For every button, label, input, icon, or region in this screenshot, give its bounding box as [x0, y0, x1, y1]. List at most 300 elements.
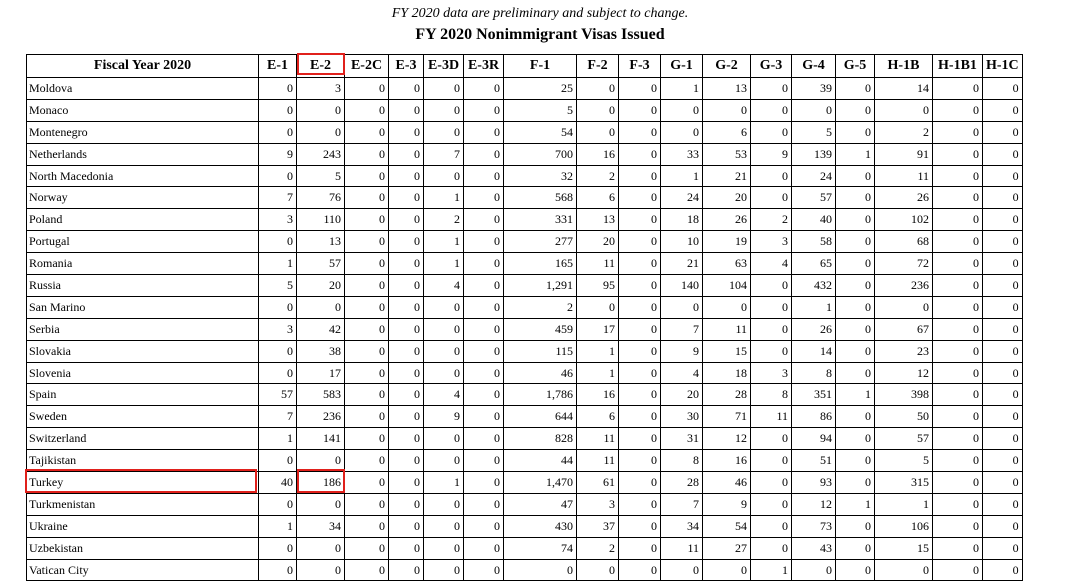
value-cell: 8 [751, 384, 792, 406]
value-cell: 40 [259, 472, 297, 494]
country-cell: Romania [27, 253, 259, 275]
value-cell: 140 [661, 275, 703, 297]
value-cell: 0 [792, 99, 836, 121]
value-cell: 0 [389, 275, 424, 297]
value-cell: 0 [933, 165, 983, 187]
value-cell: 0 [464, 428, 504, 450]
value-cell: 34 [661, 515, 703, 537]
value-cell: 0 [703, 559, 751, 581]
table-row [27, 78, 1023, 100]
value-cell: 5 [504, 99, 577, 121]
value-cell: 0 [983, 559, 1023, 581]
value-cell: 11 [751, 406, 792, 428]
table-row [27, 99, 1023, 121]
value-cell: 39 [792, 78, 836, 100]
value-cell: 4 [424, 384, 464, 406]
value-cell: 0 [836, 253, 875, 275]
country-cell: Tajikistan [27, 450, 259, 472]
table-row [27, 231, 1023, 253]
country-cell: Russia [27, 275, 259, 297]
value-cell: 1 [661, 78, 703, 100]
value-cell: 0 [424, 78, 464, 100]
value-cell: 243 [297, 143, 345, 165]
table-row [27, 253, 1023, 275]
value-cell: 1 [577, 340, 619, 362]
value-cell: 398 [875, 384, 933, 406]
value-cell: 0 [751, 121, 792, 143]
value-cell: 47 [504, 493, 577, 515]
value-cell: 4 [424, 275, 464, 297]
value-cell: 0 [389, 384, 424, 406]
value-cell: 331 [504, 209, 577, 231]
value-cell: 0 [619, 275, 661, 297]
country-cell: San Marino [27, 296, 259, 318]
value-cell: 1 [424, 231, 464, 253]
country-cell: Serbia [27, 318, 259, 340]
value-cell: 0 [424, 428, 464, 450]
value-cell: 53 [703, 143, 751, 165]
value-cell: 0 [345, 559, 389, 581]
value-cell: 3 [297, 78, 345, 100]
value-cell: 0 [751, 428, 792, 450]
value-cell: 4 [751, 253, 792, 275]
value-cell: 0 [933, 187, 983, 209]
value-cell: 0 [619, 515, 661, 537]
value-cell: 12 [875, 362, 933, 384]
value-cell: 31 [661, 428, 703, 450]
value-cell: 277 [504, 231, 577, 253]
value-cell: 0 [424, 99, 464, 121]
value-cell: 0 [836, 231, 875, 253]
column-header-e-3: E-3 [389, 55, 424, 78]
value-cell: 0 [983, 515, 1023, 537]
value-cell: 0 [389, 406, 424, 428]
value-cell: 0 [619, 318, 661, 340]
value-cell: 0 [983, 231, 1023, 253]
value-cell: 0 [751, 296, 792, 318]
value-cell: 432 [792, 275, 836, 297]
value-cell: 0 [751, 537, 792, 559]
table-row [27, 384, 1023, 406]
value-cell: 7 [661, 318, 703, 340]
value-cell: 0 [619, 406, 661, 428]
value-cell: 0 [661, 121, 703, 143]
value-cell: 94 [792, 428, 836, 450]
value-cell: 12 [792, 493, 836, 515]
value-cell: 110 [297, 209, 345, 231]
value-cell: 76 [297, 187, 345, 209]
value-cell: 1 [259, 253, 297, 275]
value-cell: 0 [389, 231, 424, 253]
country-cell: Poland [27, 209, 259, 231]
value-cell: 25 [504, 78, 577, 100]
value-cell: 0 [345, 78, 389, 100]
value-cell: 0 [836, 428, 875, 450]
country-cell: Turkey [27, 472, 259, 494]
value-cell: 0 [836, 121, 875, 143]
value-cell: 0 [875, 559, 933, 581]
value-cell: 0 [875, 99, 933, 121]
value-cell: 0 [751, 78, 792, 100]
value-cell: 0 [703, 99, 751, 121]
value-cell: 2 [577, 165, 619, 187]
value-cell: 0 [933, 231, 983, 253]
visa-table [26, 54, 1023, 581]
value-cell: 10 [661, 231, 703, 253]
value-cell: 0 [751, 493, 792, 515]
value-cell: 0 [259, 559, 297, 581]
value-cell: 0 [297, 493, 345, 515]
value-cell: 9 [424, 406, 464, 428]
value-cell: 0 [933, 209, 983, 231]
value-cell: 74 [504, 537, 577, 559]
value-cell: 40 [792, 209, 836, 231]
value-cell: 0 [464, 340, 504, 362]
value-cell: 0 [345, 493, 389, 515]
value-cell: 20 [297, 275, 345, 297]
value-cell: 0 [297, 537, 345, 559]
value-cell: 0 [464, 165, 504, 187]
value-cell: 0 [661, 559, 703, 581]
column-header-e-3r: E-3R [464, 55, 504, 78]
value-cell: 0 [619, 121, 661, 143]
value-cell: 57 [259, 384, 297, 406]
value-cell: 0 [619, 362, 661, 384]
value-cell: 0 [983, 275, 1023, 297]
column-header-f-1: F-1 [504, 55, 577, 78]
value-cell: 21 [703, 165, 751, 187]
value-cell: 0 [619, 253, 661, 275]
table-row [27, 493, 1023, 515]
value-cell: 0 [345, 165, 389, 187]
value-cell: 0 [983, 165, 1023, 187]
value-cell: 15 [703, 340, 751, 362]
value-cell: 1 [259, 515, 297, 537]
value-cell: 0 [836, 318, 875, 340]
value-cell: 2 [751, 209, 792, 231]
value-cell: 0 [259, 537, 297, 559]
column-header-e-1: E-1 [259, 55, 297, 78]
value-cell: 0 [259, 231, 297, 253]
value-cell: 13 [577, 209, 619, 231]
value-cell: 0 [345, 472, 389, 494]
value-cell: 0 [577, 99, 619, 121]
column-header-h-1b: H-1B [875, 55, 933, 78]
value-cell: 0 [983, 384, 1023, 406]
value-cell: 0 [424, 165, 464, 187]
table-row [27, 515, 1023, 537]
value-cell: 0 [836, 472, 875, 494]
country-cell: Moldova [27, 78, 259, 100]
value-cell: 0 [464, 406, 504, 428]
value-cell: 2 [504, 296, 577, 318]
value-cell: 568 [504, 187, 577, 209]
value-cell: 0 [836, 165, 875, 187]
value-cell: 0 [836, 209, 875, 231]
value-cell: 0 [933, 384, 983, 406]
value-cell: 0 [389, 362, 424, 384]
value-cell: 0 [983, 472, 1023, 494]
country-cell: Ukraine [27, 515, 259, 537]
value-cell: 0 [703, 296, 751, 318]
value-cell: 0 [619, 209, 661, 231]
value-cell: 0 [619, 472, 661, 494]
value-cell: 1 [875, 493, 933, 515]
value-cell: 0 [619, 143, 661, 165]
value-cell: 0 [424, 515, 464, 537]
value-cell: 0 [345, 209, 389, 231]
value-cell: 12 [703, 428, 751, 450]
value-cell: 2 [424, 209, 464, 231]
value-cell: 0 [345, 318, 389, 340]
value-cell: 20 [661, 384, 703, 406]
value-cell: 0 [464, 493, 504, 515]
page-title: FY 2020 Nonimmigrant Visas Issued [415, 26, 665, 43]
value-cell: 0 [345, 515, 389, 537]
value-cell: 0 [836, 296, 875, 318]
value-cell: 9 [661, 340, 703, 362]
value-cell: 644 [504, 406, 577, 428]
column-header-h-1b1: H-1B1 [933, 55, 983, 78]
value-cell: 0 [751, 275, 792, 297]
value-cell: 0 [619, 296, 661, 318]
country-cell: Sweden [27, 406, 259, 428]
value-cell: 0 [751, 165, 792, 187]
value-cell: 0 [259, 493, 297, 515]
table-row [27, 165, 1023, 187]
column-header-e-2c: E-2C [345, 55, 389, 78]
value-cell: 2 [577, 537, 619, 559]
value-cell: 0 [933, 493, 983, 515]
value-cell: 27 [703, 537, 751, 559]
value-cell: 0 [983, 493, 1023, 515]
table-row [27, 296, 1023, 318]
value-cell: 0 [933, 406, 983, 428]
country-cell: Spain [27, 384, 259, 406]
value-cell: 0 [983, 362, 1023, 384]
value-cell: 0 [424, 318, 464, 340]
value-cell: 42 [297, 318, 345, 340]
value-cell: 0 [836, 99, 875, 121]
value-cell: 0 [619, 450, 661, 472]
value-cell: 0 [619, 537, 661, 559]
value-cell: 0 [983, 428, 1023, 450]
value-cell: 0 [345, 231, 389, 253]
value-cell: 0 [464, 99, 504, 121]
value-cell: 459 [504, 318, 577, 340]
value-cell: 24 [792, 165, 836, 187]
value-cell: 21 [661, 253, 703, 275]
value-cell: 28 [703, 384, 751, 406]
country-cell: North Macedonia [27, 165, 259, 187]
column-header-h-1c: H-1C [983, 55, 1023, 78]
value-cell: 236 [875, 275, 933, 297]
value-cell: 0 [345, 143, 389, 165]
table-row [27, 340, 1023, 362]
value-cell: 0 [424, 121, 464, 143]
value-cell: 3 [259, 209, 297, 231]
value-cell: 0 [389, 318, 424, 340]
value-cell: 0 [619, 165, 661, 187]
value-cell: 0 [345, 121, 389, 143]
value-cell: 0 [389, 99, 424, 121]
value-cell: 6 [577, 406, 619, 428]
value-cell: 0 [933, 450, 983, 472]
value-cell: 16 [577, 384, 619, 406]
value-cell: 0 [464, 362, 504, 384]
value-cell: 93 [792, 472, 836, 494]
value-cell: 0 [983, 187, 1023, 209]
value-cell: 18 [661, 209, 703, 231]
value-cell: 23 [875, 340, 933, 362]
value-cell: 30 [661, 406, 703, 428]
value-cell: 0 [836, 406, 875, 428]
country-cell: Norway [27, 187, 259, 209]
value-cell: 24 [661, 187, 703, 209]
value-cell: 0 [619, 231, 661, 253]
value-cell: 0 [619, 428, 661, 450]
value-cell: 51 [792, 450, 836, 472]
value-cell: 0 [345, 253, 389, 275]
value-cell: 236 [297, 406, 345, 428]
value-cell: 4 [661, 362, 703, 384]
value-cell: 1 [424, 472, 464, 494]
value-cell: 3 [751, 362, 792, 384]
column-header-f-2: F-2 [577, 55, 619, 78]
value-cell: 0 [424, 493, 464, 515]
value-cell: 583 [297, 384, 345, 406]
value-cell: 0 [389, 78, 424, 100]
table-row [27, 559, 1023, 581]
value-cell: 0 [345, 99, 389, 121]
value-cell: 7 [259, 406, 297, 428]
value-cell: 20 [577, 231, 619, 253]
value-cell: 0 [464, 121, 504, 143]
value-cell: 14 [875, 78, 933, 100]
value-cell: 34 [297, 515, 345, 537]
value-cell: 57 [875, 428, 933, 450]
value-cell: 0 [345, 406, 389, 428]
country-cell: Netherlands [27, 143, 259, 165]
value-cell: 58 [792, 231, 836, 253]
value-cell: 7 [424, 143, 464, 165]
value-cell: 73 [792, 515, 836, 537]
value-cell: 26 [792, 318, 836, 340]
value-cell: 57 [792, 187, 836, 209]
value-cell: 139 [792, 143, 836, 165]
value-cell: 3 [259, 318, 297, 340]
value-cell: 0 [836, 537, 875, 559]
value-cell: 0 [577, 121, 619, 143]
value-cell: 26 [875, 187, 933, 209]
value-cell: 0 [345, 296, 389, 318]
country-cell: Montenegro [27, 121, 259, 143]
value-cell: 0 [464, 275, 504, 297]
column-header-g-2: G-2 [703, 55, 751, 78]
value-cell: 0 [619, 559, 661, 581]
value-cell: 50 [875, 406, 933, 428]
value-cell: 57 [297, 253, 345, 275]
value-cell: 0 [259, 99, 297, 121]
value-cell: 11 [577, 428, 619, 450]
value-cell: 0 [933, 537, 983, 559]
value-cell: 95 [577, 275, 619, 297]
value-cell: 700 [504, 143, 577, 165]
value-cell: 104 [703, 275, 751, 297]
value-cell: 0 [464, 231, 504, 253]
value-cell: 86 [792, 406, 836, 428]
value-cell: 0 [933, 340, 983, 362]
value-cell: 16 [577, 143, 619, 165]
value-cell: 0 [389, 537, 424, 559]
value-cell: 0 [933, 121, 983, 143]
value-cell: 0 [983, 340, 1023, 362]
value-cell: 17 [297, 362, 345, 384]
value-cell: 0 [345, 428, 389, 450]
value-cell: 19 [703, 231, 751, 253]
value-cell: 0 [424, 340, 464, 362]
value-cell: 5 [792, 121, 836, 143]
value-cell: 1,786 [504, 384, 577, 406]
value-cell: 13 [297, 231, 345, 253]
value-cell: 0 [389, 165, 424, 187]
table-row [27, 318, 1023, 340]
value-cell: 106 [875, 515, 933, 537]
value-cell: 0 [577, 296, 619, 318]
value-cell: 0 [983, 318, 1023, 340]
column-header-g-1: G-1 [661, 55, 703, 78]
value-cell: 5 [259, 275, 297, 297]
value-cell: 0 [464, 143, 504, 165]
value-cell: 0 [933, 275, 983, 297]
value-cell: 0 [345, 362, 389, 384]
table-row [27, 406, 1023, 428]
value-cell: 0 [983, 537, 1023, 559]
value-cell: 0 [619, 493, 661, 515]
table-row [27, 537, 1023, 559]
table-row [27, 143, 1023, 165]
value-cell: 20 [703, 187, 751, 209]
table-row [27, 121, 1023, 143]
value-cell: 0 [345, 450, 389, 472]
value-cell: 1 [836, 493, 875, 515]
value-cell: 0 [389, 340, 424, 362]
value-cell: 0 [389, 428, 424, 450]
value-cell: 0 [389, 493, 424, 515]
country-cell: Slovenia [27, 362, 259, 384]
value-cell: 0 [504, 559, 577, 581]
value-cell: 0 [464, 253, 504, 275]
value-cell: 0 [933, 99, 983, 121]
value-cell: 14 [792, 340, 836, 362]
value-cell: 1,291 [504, 275, 577, 297]
value-cell: 102 [875, 209, 933, 231]
value-cell: 11 [577, 253, 619, 275]
value-cell: 0 [751, 450, 792, 472]
value-cell: 0 [933, 296, 983, 318]
value-cell: 0 [983, 296, 1023, 318]
value-cell: 0 [577, 78, 619, 100]
value-cell: 0 [259, 121, 297, 143]
value-cell: 0 [836, 559, 875, 581]
value-cell: 0 [983, 78, 1023, 100]
value-cell: 0 [297, 450, 345, 472]
value-cell: 0 [389, 450, 424, 472]
column-header-e-3d: E-3D [424, 55, 464, 78]
value-cell: 46 [504, 362, 577, 384]
value-cell: 0 [933, 143, 983, 165]
value-cell: 37 [577, 515, 619, 537]
